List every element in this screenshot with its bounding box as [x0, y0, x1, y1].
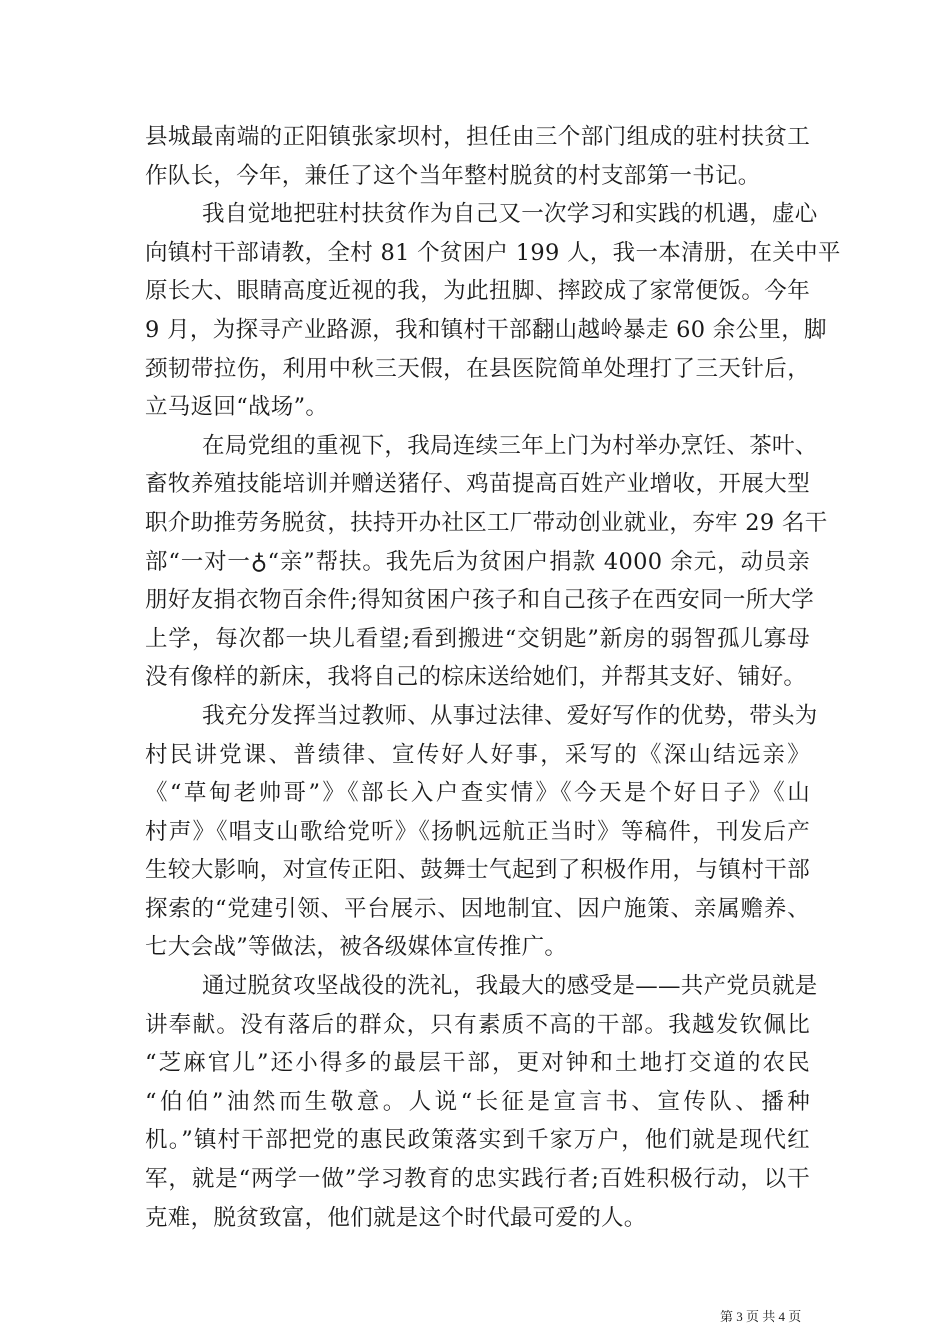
- text-line: 立马返回“战场”。: [145, 394, 329, 421]
- text-line: 村声》《唱支山歌给党听》《扬帆远航正当时》等稿件，刊发后产: [145, 818, 810, 845]
- paragraph: [145, 427, 828, 697]
- page-number: 第 3 页 共 4 页: [720, 1309, 802, 1324]
- text-line: 我自觉地把驻村扶贫作为自己又一次学习和实践的机遇，虚心: [202, 201, 818, 228]
- text-line: 县城最南端的正阳镇张家坝村，担任由三个部门组成的驻村扶贫工: [145, 124, 810, 150]
- text-line: 职介助推劳务脱贫，扶持开办社区工厂带动创业就业，夯牢 29 名干: [145, 509, 828, 536]
- text-line: 克难，脱贫致富，他们就是这个时代最可爱的人。: [145, 1204, 647, 1231]
- text-line: 朋好友捐衣物百余件;得知贫困户孩子和自己孩子在西安同一所大学: [145, 587, 815, 614]
- paragraph: [145, 697, 818, 967]
- text-line: “伯伯”油然而生敬意。人说“长征是宣言书、宣传队、播种: [145, 1088, 810, 1115]
- text-line: 军，就是“两学一做”学习教育的忠实践行者;百姓积极行动，以干: [145, 1166, 810, 1193]
- paragraph: [145, 195, 841, 427]
- paragraph: [145, 967, 818, 1237]
- text-line: 我充分发挥当过教师、从事过法律、爱好写作的优势，带头为: [202, 702, 818, 729]
- text-line: 向镇村干部请教，全村 81 个贫困户 199 人，我一本清册，在关中平: [145, 239, 841, 266]
- text-line: 通过脱贫攻坚战役的洗礼，我最大的感受是——共产党员就是: [202, 973, 818, 1000]
- text-line: 机。”镇村干部把党的惠民政策落实到千家万户，他们就是现代红: [145, 1127, 810, 1154]
- text-line: 部“一对一♁“亲”帮扶。我先后为贫困户捐款 4000 余元，动员亲: [145, 548, 810, 575]
- text-line: 颈韧带拉伤，利用中秋三天假，在县医院简单处理打了三天针后，: [145, 355, 810, 382]
- text-line: 探索的“党建引领、平台展示、因地制宜、因户施策、亲属赡养、: [145, 895, 810, 922]
- text-line: 上学，每次都一块儿看望;看到搬进“交钥匙”新房的弱智孤儿寡母: [145, 625, 810, 652]
- text-line: 七大会战”等做法，被各级媒体宣传推广。: [145, 934, 568, 961]
- paragraph: [145, 118, 810, 195]
- text-line: 原长大、眼睛高度近视的我，为此扭脚、摔跤成了家常便饭。今年: [145, 278, 810, 305]
- text-line: 在局党组的重视下，我局连续三年上门为村举办烹饪、茶叶、: [202, 432, 818, 459]
- body-text: [145, 118, 841, 1237]
- page-footer: [720, 1306, 801, 1325]
- text-line: 没有像样的新床，我将自己的棕床送给她们，并帮其支好、铺好。: [145, 664, 807, 691]
- text-line: 畜牧养殖技能培训并赠送猪仔、鸡苗提高百姓产业增收，开展大型: [145, 471, 810, 498]
- text-line: 9 月，为探寻产业路源，我和镇村干部翻山越岭暴走 60 余公里，脚: [145, 316, 827, 343]
- text-line: 《“草甸老帅哥”》《部长入户查实情》《今天是个好日子》《山: [145, 780, 810, 807]
- text-line: 讲奉献。没有落后的群众，只有素质不高的干部。我越发钦佩比: [145, 1011, 810, 1038]
- text-line: 作队长，今年，兼任了这个当年整村脱贫的村支部第一书记。: [145, 162, 761, 189]
- text-line: 村民讲党课、普绩律、宣传好人好事，采写的《深山结远亲》: [145, 741, 810, 768]
- text-line: “芝麻官儿”还小得多的最层干部，更对钟和土地打交道的农民: [145, 1050, 810, 1077]
- text-line: 生较大影响，对宣传正阳、鼓舞士气起到了积极作用，与镇村干部: [145, 857, 810, 884]
